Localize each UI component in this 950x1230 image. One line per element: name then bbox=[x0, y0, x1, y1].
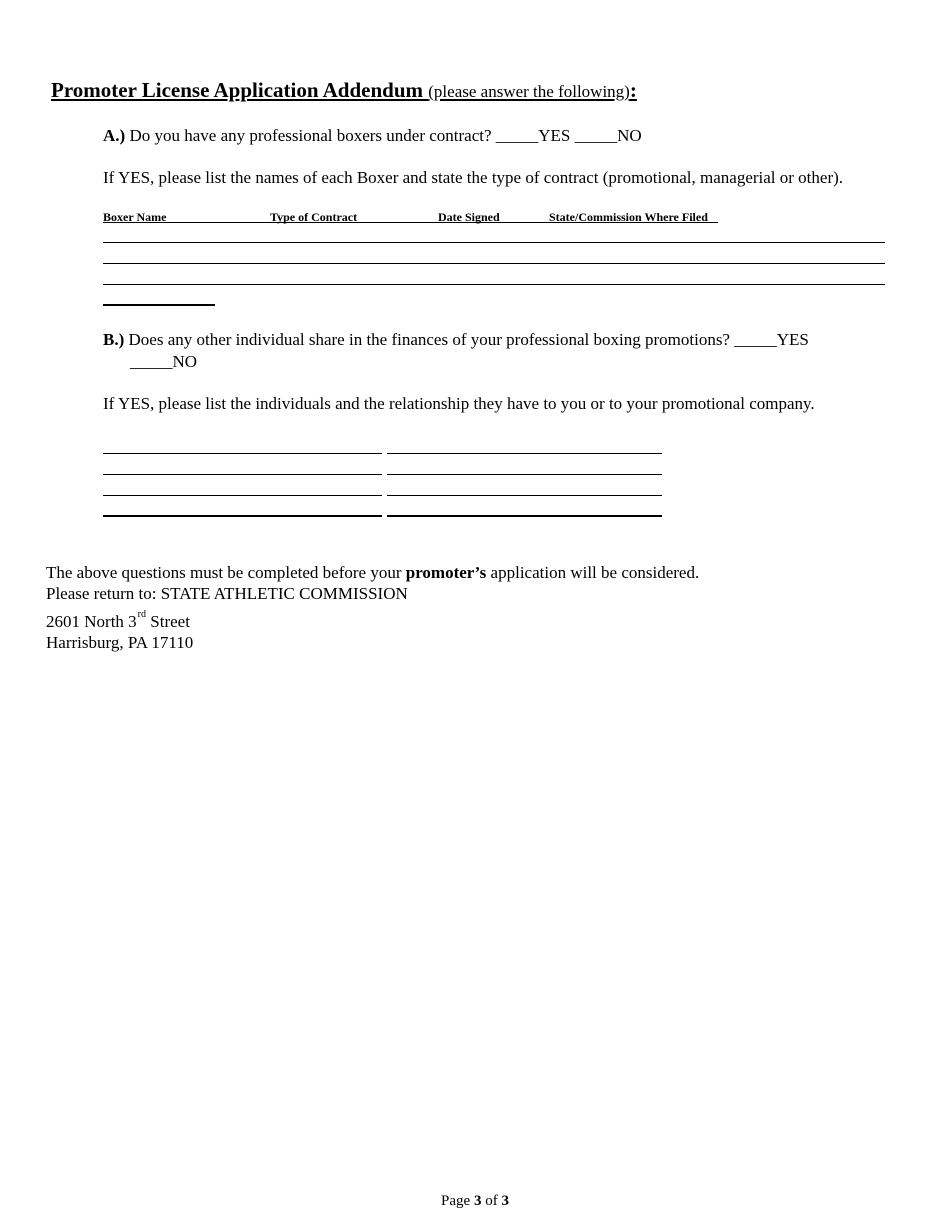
question-b-label: B.) bbox=[103, 330, 125, 349]
title-sub: (please answer the following) bbox=[428, 82, 630, 101]
col-header-date-signed: Date Signed bbox=[438, 210, 500, 224]
notice-before: The above questions must be completed before your bbox=[46, 563, 402, 582]
col-header-contract-type: Type of Contract bbox=[270, 210, 358, 224]
individual-entry-line[interactable] bbox=[103, 453, 382, 454]
boxer-entry-line-short[interactable] bbox=[103, 304, 215, 306]
question-b-text-line2: _____NO bbox=[130, 352, 198, 371]
question-a-text: Do you have any professional boxers under contract? _____YES _____NO bbox=[129, 126, 642, 145]
individual-entry-line[interactable] bbox=[103, 495, 382, 496]
individual-entry-line[interactable] bbox=[103, 515, 382, 517]
page-total: 3 bbox=[501, 1193, 509, 1209]
page-current: 3 bbox=[473, 1193, 482, 1209]
address-street-pre: 2601 North 3 bbox=[46, 612, 137, 631]
boxer-entry-line[interactable] bbox=[103, 263, 885, 264]
boxer-entry-line[interactable] bbox=[103, 242, 885, 243]
question-a bbox=[103, 126, 642, 146]
question-b-text-line1: Does any other individual share in the finances of your professional boxing promotions? _____YES bbox=[128, 330, 809, 349]
title-main: Promoter License Application Addendum bbox=[51, 78, 424, 102]
completion-notice bbox=[46, 563, 699, 583]
address-street-post: Street bbox=[150, 612, 190, 631]
return-line: Please return to: STATE ATHLETIC COMMISSION bbox=[46, 584, 408, 603]
question-b bbox=[103, 330, 809, 350]
header-underline bbox=[103, 222, 718, 223]
notice-after: application will be considered. bbox=[490, 563, 700, 582]
notice-bold: promoter’s bbox=[405, 563, 487, 582]
relationship-entry-line[interactable] bbox=[387, 453, 662, 454]
page-prefix: Page bbox=[441, 1193, 471, 1209]
boxer-entry-line[interactable] bbox=[103, 284, 885, 285]
relationship-entry-line[interactable] bbox=[387, 474, 662, 475]
relationship-entry-line[interactable] bbox=[387, 515, 662, 517]
question-b-followup: If YES, please list the individuals and the relationship they have to you or to your promotional company. bbox=[103, 394, 815, 413]
col-header-state-commission: State/Commission Where Filed bbox=[549, 210, 708, 224]
page-title bbox=[51, 78, 637, 103]
title-colon: : bbox=[629, 78, 637, 102]
address-street-sup: rd bbox=[137, 609, 147, 620]
address-street bbox=[46, 609, 190, 632]
question-a-label: A.) bbox=[103, 126, 126, 145]
individual-entry-line[interactable] bbox=[103, 474, 382, 475]
page-number bbox=[0, 1193, 950, 1210]
question-a-followup: If YES, please list the names of each Boxer and state the type of contract (promotional, managerial or other). bbox=[103, 168, 844, 187]
col-header-boxer-name: Boxer Name bbox=[103, 210, 167, 224]
page-of: of bbox=[485, 1193, 498, 1209]
address-city: Harrisburg, PA 17110 bbox=[46, 633, 194, 652]
relationship-entry-line[interactable] bbox=[387, 495, 662, 496]
